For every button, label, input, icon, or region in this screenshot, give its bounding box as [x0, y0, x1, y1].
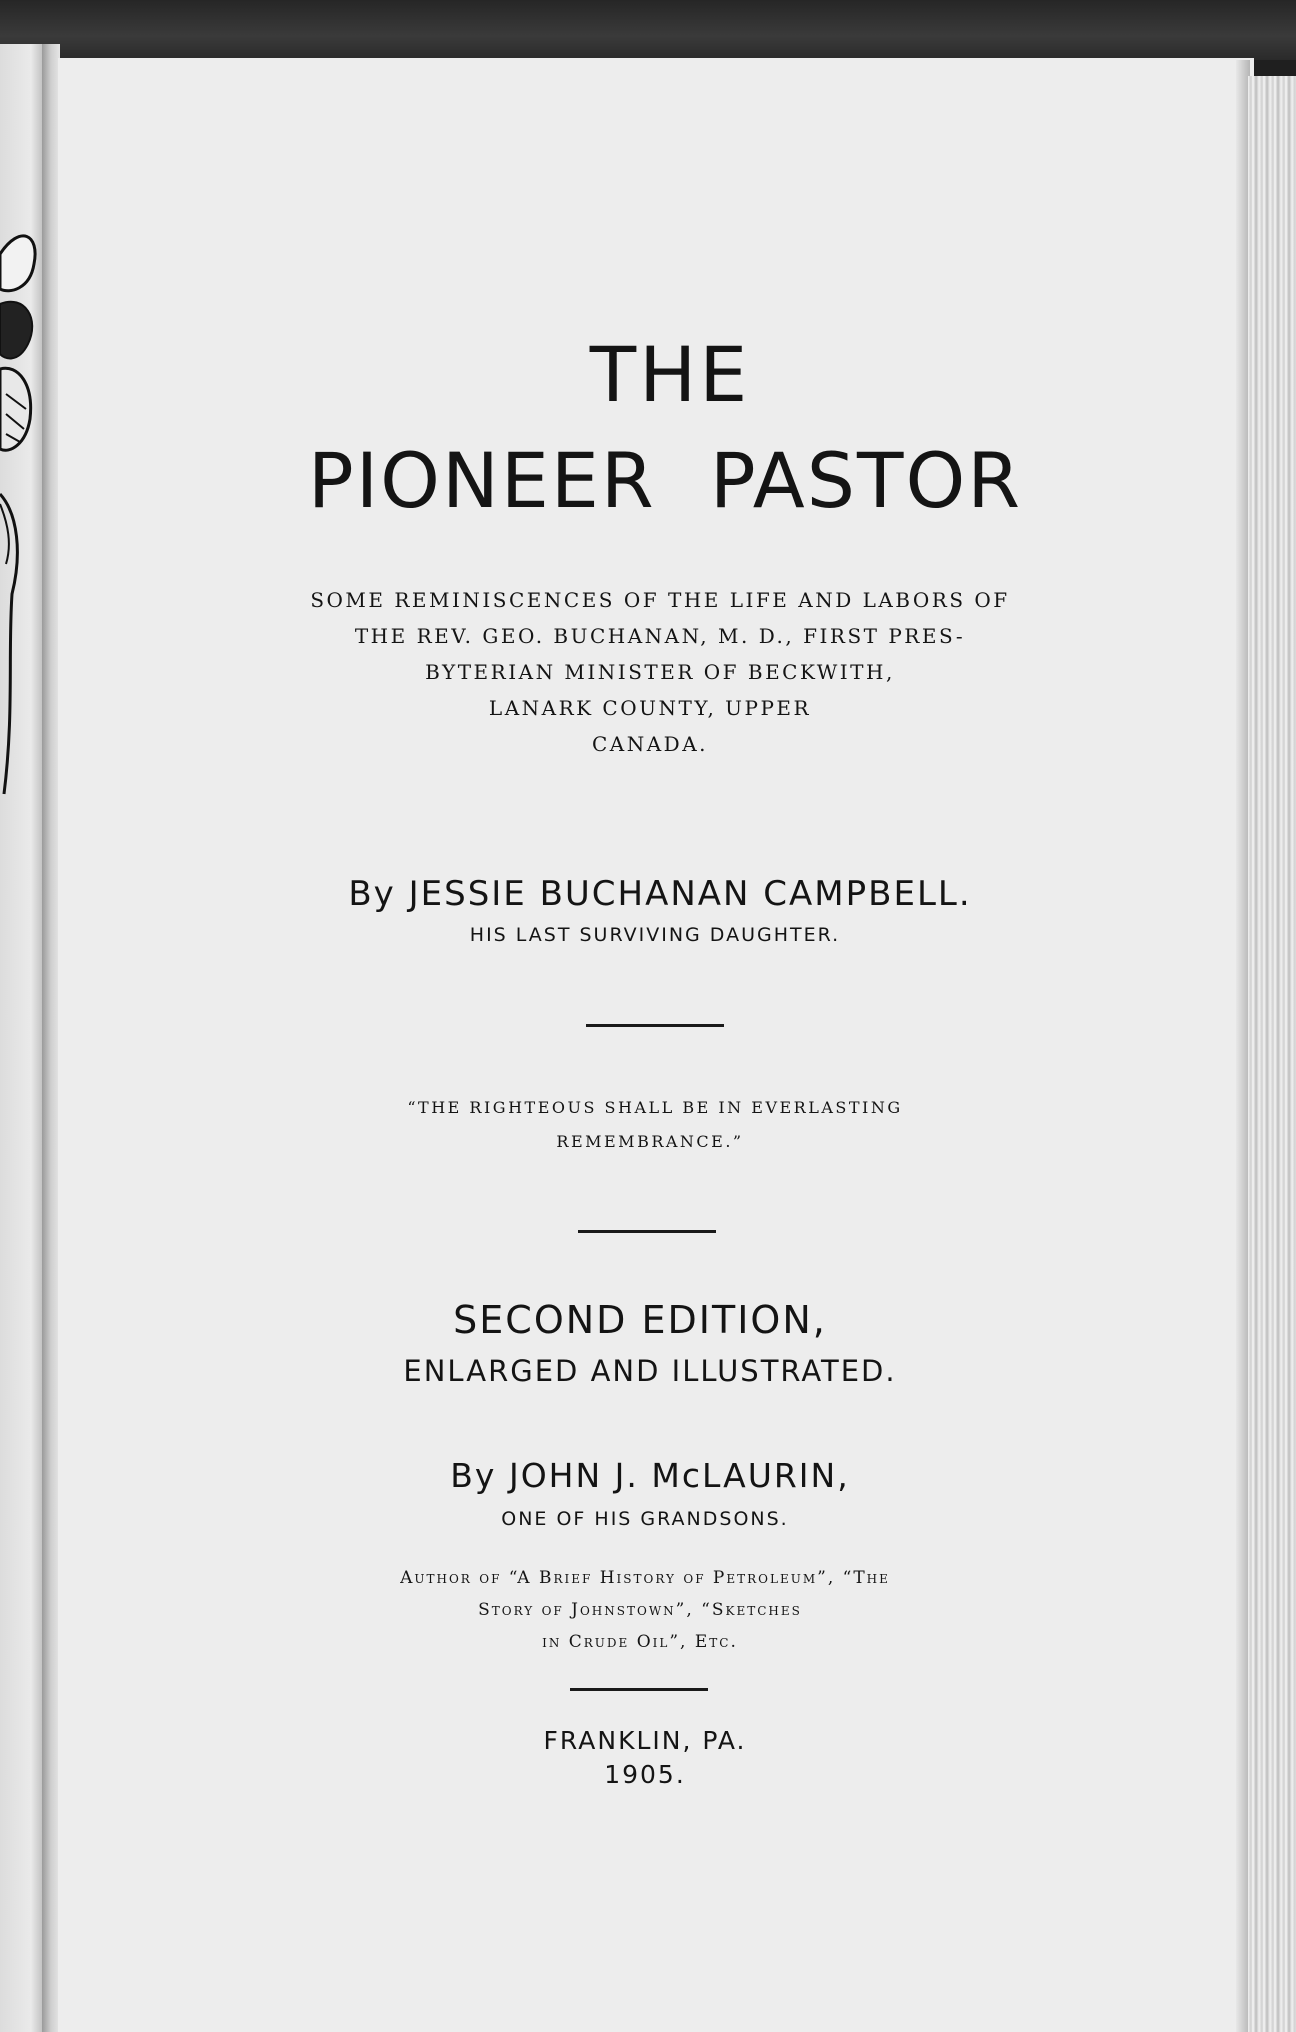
subtitle-line-5: CANADA. — [591, 732, 709, 756]
floral-ornament-icon — [0, 194, 44, 814]
divider-rule — [570, 1688, 708, 1691]
page-stack-edge — [1248, 76, 1296, 2032]
editor-works-line-2: Story of Johnstown”, “Sketches — [478, 1600, 802, 1620]
edition-subheading: ENLARGED AND ILLUSTRATED. — [403, 1354, 897, 1388]
editor-works-line-3: in Crude Oil”, Etc. — [542, 1632, 738, 1652]
author-byline: By JESSIE BUCHANAN CAMPBELL. — [348, 874, 972, 914]
subtitle-line-1: SOME REMINISCENCES OF THE LIFE AND LABORS OF — [310, 588, 1010, 612]
facing-page — [0, 44, 44, 2032]
publisher-place: FRANKLIN, PA. — [543, 1726, 747, 1755]
subtitle-line-3: BYTERIAN MINISTER OF BECKWITH, — [425, 660, 895, 684]
subtitle-line-2: THE REV. GEO. BUCHANAN, M. D., FIRST PRES- — [354, 624, 966, 648]
book-title-line-1: THE — [589, 330, 751, 419]
epigraph-line-2: REMEMBRANCE.” — [556, 1132, 744, 1151]
publication-year: 1905. — [604, 1760, 686, 1789]
book-title-line-2: PIONEER PASTOR — [307, 436, 1023, 525]
editor-byline: By JOHN J. McLAURIN, — [450, 1456, 850, 1495]
divider-rule — [578, 1230, 716, 1233]
scan-background-top — [0, 0, 1296, 60]
divider-rule — [586, 1024, 724, 1027]
subtitle-line-4: LANARK COUNTY, UPPER — [488, 696, 812, 720]
editor-works-line-1: Author of “A Brief History of Petroleum”, “The — [400, 1568, 890, 1588]
epigraph-line-1: “THE RIGHTEOUS SHALL BE IN EVERLASTING — [407, 1098, 903, 1117]
editor-description: ONE OF HIS GRANDSONS. — [501, 1508, 789, 1530]
edition-heading: SECOND EDITION, — [453, 1298, 827, 1342]
author-description: HIS LAST SURVIVING DAUGHTER. — [469, 924, 841, 946]
